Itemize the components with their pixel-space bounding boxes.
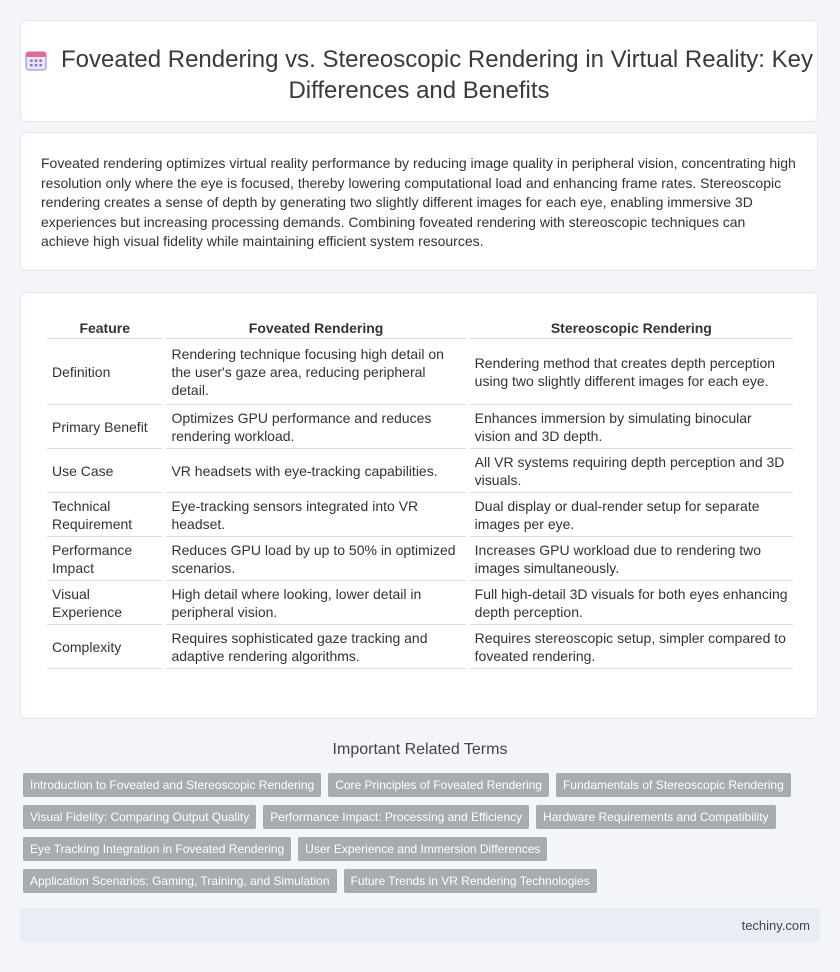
table-cell: Use Case: [47, 449, 162, 493]
table-cell: Definition: [47, 339, 162, 405]
table-cell: Requires stereoscopic setup, simpler compared to foveated rendering.: [470, 625, 793, 669]
table-cell: VR headsets with eye-tracking capabilities.: [166, 449, 465, 493]
related-term-tag[interactable]: User Experience and Immersion Differences: [298, 837, 547, 861]
table-cell: Increases GPU workload due to rendering two images simultaneously.: [470, 537, 793, 581]
related-term-tag[interactable]: Visual Fidelity: Comparing Output Quality: [23, 805, 256, 829]
comparison-table: [43, 315, 797, 669]
table-cell: Rendering method that creates depth perception using two slightly different images for each eye.: [470, 339, 793, 405]
table-cell: Reduces GPU load by up to 50% in optimized scenarios.: [166, 537, 465, 581]
table-row: [47, 405, 793, 449]
related-term-tag[interactable]: Introduction to Foveated and Stereoscopic Rendering: [23, 773, 321, 797]
related-term-tag[interactable]: Hardware Requirements and Compatibility: [536, 805, 775, 829]
intro-paragraph: Foveated rendering optimizes virtual reality performance by reducing image quality in peripheral vision, concentrating high resolution only where the eye is focused, thereby lowering computational load and enhancing frame rates. Stereoscopic rendering creates a sense of depth by generating two slightly different images for each eye, enabling immersive 3D experiences but increasing processing demands. Combining foveated rendering with stereoscopic techniques can achieve high visual fidelity while maintaining efficient system resources.: [41, 155, 796, 249]
related-term-tag[interactable]: Performance Impact: Processing and Efficiency: [263, 805, 529, 829]
title-card: [20, 20, 818, 122]
table-row: [47, 339, 793, 405]
table-row: [47, 625, 793, 669]
related-term-tag[interactable]: Application Scenarios: Gaming, Training, and Simulation: [23, 869, 337, 893]
table-row: [47, 449, 793, 493]
related-term-tag[interactable]: Fundamentals of Stereoscopic Rendering: [556, 773, 791, 797]
calendar-icon: [25, 49, 47, 71]
page-title: [21, 44, 817, 106]
table-header-row: [47, 315, 793, 339]
table-cell: Technical Requirement: [47, 493, 162, 537]
table-cell: Full high-detail 3D visuals for both eyes enhancing depth perception.: [470, 581, 793, 625]
table-cell: Complexity: [47, 625, 162, 669]
table-cell: High detail where looking, lower detail in peripheral vision.: [166, 581, 465, 625]
column-header: Feature: [47, 315, 162, 339]
related-term-tag[interactable]: Future Trends in VR Rendering Technologies: [344, 869, 597, 893]
intro-card: [20, 132, 818, 271]
table-cell: Dual display or dual-render setup for separate images per eye.: [470, 493, 793, 537]
related-term-tag[interactable]: Core Principles of Foveated Rendering: [328, 773, 549, 797]
table-row: [47, 537, 793, 581]
table-cell: Optimizes GPU performance and reduces rendering workload.: [166, 405, 465, 449]
table-cell: Visual Experience: [47, 581, 162, 625]
page-title-text: Foveated Rendering vs. Stereoscopic Rendering in Virtual Reality: Key Differences and Benefits: [61, 46, 813, 104]
table-cell: Requires sophisticated gaze tracking and adaptive rendering algorithms.: [166, 625, 465, 669]
table-row: [47, 493, 793, 537]
table-cell: Eye-tracking sensors integrated into VR headset.: [166, 493, 465, 537]
table-row: [47, 581, 793, 625]
related-terms-title: Important Related Terms: [332, 741, 508, 758]
table-cell: Performance Impact: [47, 537, 162, 581]
table-cell: All VR systems requiring depth perception and 3D visuals.: [470, 449, 793, 493]
related-term-tag[interactable]: Eye Tracking Integration in Foveated Rendering: [23, 837, 291, 861]
footer: [20, 908, 820, 942]
footer-site-link[interactable]: techiny.com: [741, 918, 810, 933]
table-cell: Enhances immersion by simulating binocular vision and 3D depth.: [470, 405, 793, 449]
column-header: Foveated Rendering: [166, 315, 465, 339]
table-cell: Primary Benefit: [47, 405, 162, 449]
column-header: Stereoscopic Rendering: [470, 315, 793, 339]
comparison-table-card: [20, 292, 818, 719]
related-terms-list: [23, 773, 813, 893]
table-cell: Rendering technique focusing high detail on the user's gaze area, reducing peripheral detail.: [166, 339, 465, 405]
